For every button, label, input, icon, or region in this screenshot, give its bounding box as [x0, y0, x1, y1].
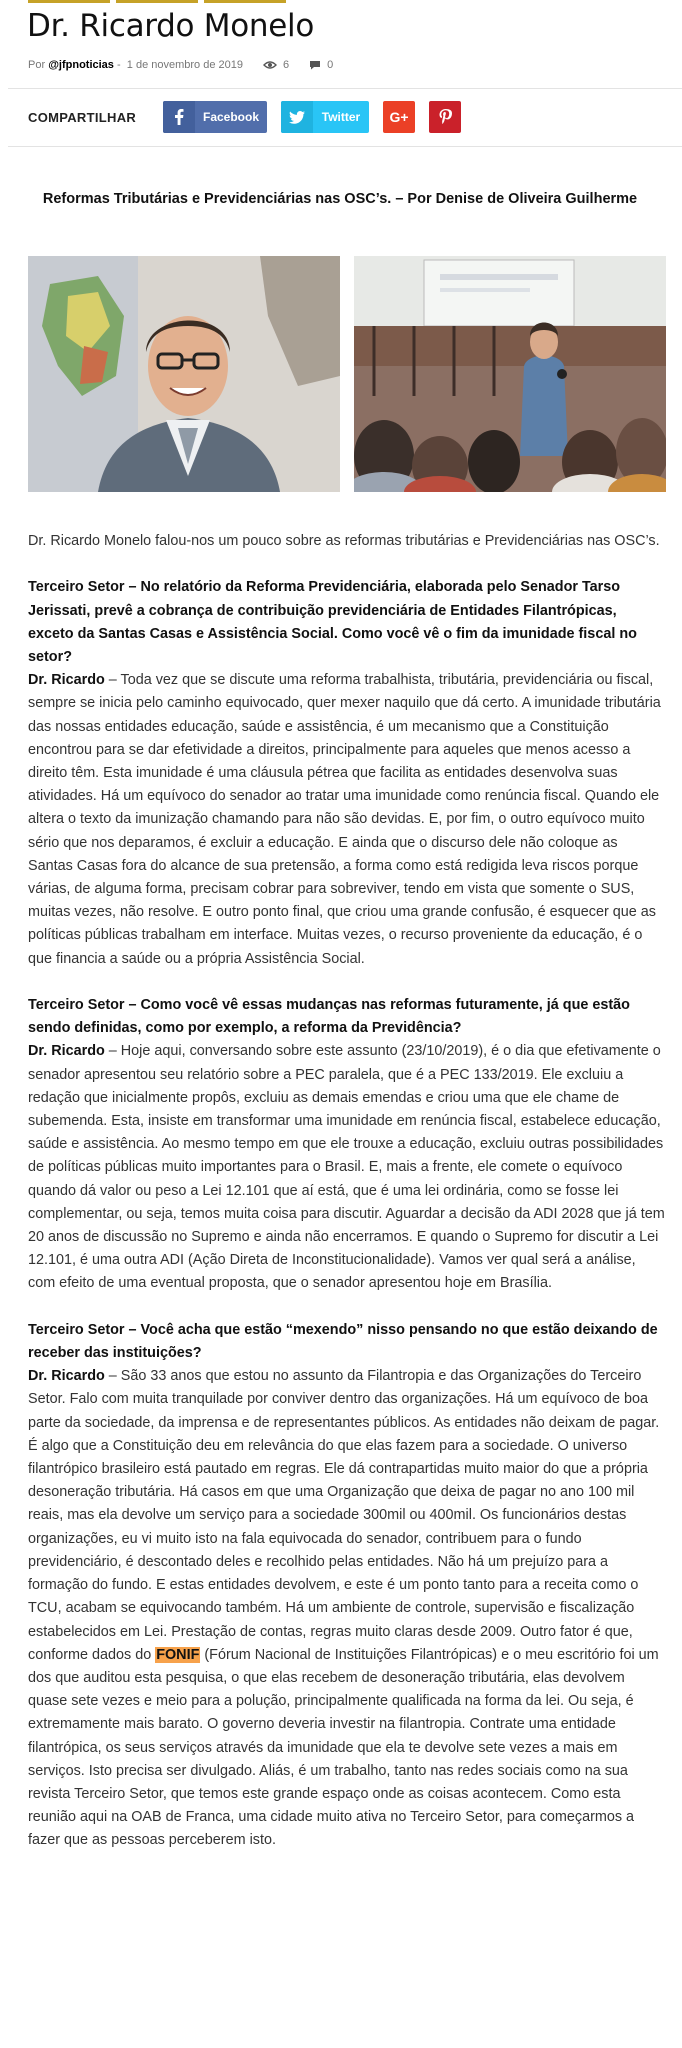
article-body: [28, 530, 666, 1876]
comment-count[interactable]: 0: [327, 59, 334, 71]
divider: [8, 88, 682, 89]
speaker-name: Dr. Ricardo: [28, 672, 105, 689]
meta-separator: -: [116, 59, 121, 71]
qa-block: [28, 1319, 666, 1853]
pinterest-icon: [439, 109, 452, 126]
answer: [28, 1040, 666, 1295]
category-tags: [28, 0, 286, 3]
facebook-share-button[interactable]: [163, 101, 267, 133]
post-date: 1 de novembro de 2019: [126, 59, 243, 71]
eye-icon: [263, 60, 277, 70]
post-title: Dr. Ricardo Monelo: [27, 8, 314, 44]
share-label: COMPARTILHAR: [28, 109, 137, 125]
answer-text: (Fórum Nacional de Instituições Filantrópicas) e o meu escritório foi um dos que auditou esta pesquisa, o que elas recebem de desoneração tributária, elas devolvem quase sete vezes e meio para a polução, principalmente qualificada na forma da lei. Ou seja, é extremamente mais barato. O governo deveria investir na filantropia. Contrate uma entidade filantrópica, os seus serviços através da imunidade que ela te devolve sete vezes a mais em serviços. Isto precisa ser divulgado. Aliás, é um trabalho, tanto nas redes sociais como na sua revista Terceiro Setor, que temos este grande espaço onde as coisas acontecem. Como esta reunião aqui na OAB de Franca, uma cidade muito ativa no Terceiro Setor, para começarmos a fazer que as pessoas perceberem isto.: [28, 1646, 659, 1849]
post-meta: [28, 59, 333, 71]
highlighted-term: FONIF: [156, 1646, 200, 1663]
speaker-name: Dr. Ricardo: [28, 1043, 105, 1060]
answer-text: – São 33 anos que estou no assunto da Filantropia e das Organizações do Terceiro Setor. Falo com muita tranquilade por conviver dentro das organizações. Há um equívoco de boa parte da sociedade, da imprensa e de representantes públicos. As entidades não deixam de pagar. É algo que a Constituição deu em relevância do que elas fazem para a sociedade. O universo filantrópico brasileiro está pautado em regras. Ele dá contrapartidas muito maior do que a própria desoneração tributária. Há casos em que uma Organização que deixa de pagar no ano 100 mil reais, mas ela devolve um serviço para a sociedade 300mil ou 400mil. Os funcionários destas organizações, eu vi muito isto na fala equivocada do senador, contribuem para o fundo previdenciário, é descontado deles e recolhido pelas entidades. Não há um prejuízo para a formação do fundo. E estas entidades devolvem, e este é um ponto tanto para a receita como o TCU, acabam se equivocando também. Há um ambiente de controle, supervisão e fiscalização estabelecidos em Lei. Prestação de contas, regras muito claras desde 2009. Outro fator é que, conforme dados do: [28, 1368, 660, 1663]
answer-text: – Toda vez que se discute uma reforma trabalhista, tributária, previdenciária ou fiscal, sempre se inicia pelo caminho equivocado, quer mexer naquilo que dá certo. A imunidade tributária das nossas entidades educação, saúde e assistência, é um mecanismo que a Constituição encontrou para se dar efetividade a direitos, principalmente para aqueles que menos acesso a direito têm. Esta imunidade é uma cláusula pétrea que facilita as entidades desenvolva suas atividades. Há um equívoco do senador ao tratar uma imunidade como renúncia fiscal. Quando ele altera o texto da imunização chamando para não são devidas. E, por fim, o outro equívoco muito sério que nos deparamos, é excluir a educação. E ainda que o discurso dele não coloque as Santas Casas fora do alcance de sua pretensão, a forma como está redigida leva riscos porque várias, de alguma forma, precisam cobrar para sobreviver, tendo em vista que somente o SUS, muitas vezes, não resolve. E outro ponto final, que criou uma grande confusão, é esquecer que as políticas públicas trabalham em interface. Muitas vezes, o recurso proveniente da educação, é o que financia a saúde ou a própria Assistência Social.: [28, 672, 661, 967]
article-intro: Dr. Ricardo Monelo falou-nos um pouco sobre as reformas tributárias e Previdenciárias nas OSC’s.: [28, 533, 660, 549]
pinterest-share-button[interactable]: [429, 101, 461, 133]
answer: [28, 1365, 666, 1852]
qa-block: [28, 576, 666, 970]
view-count: 6: [282, 59, 290, 71]
portrait-photo[interactable]: [28, 256, 340, 492]
twitter-icon: [281, 101, 313, 133]
twitter-share-label: Twitter: [321, 110, 361, 124]
author-link[interactable]: @jfpnoticias: [48, 59, 114, 71]
qa-block: [28, 994, 666, 1296]
question: Terceiro Setor – Você acha que estão “mexendo” nisso pensando no que estão deixando de receber das instituições?: [28, 1321, 658, 1362]
article-heading: Reformas Tributárias e Previdenciárias nas OSC’s. – Por Denise de Oliveira Guilherme: [42, 191, 638, 207]
facebook-share-label: Facebook: [202, 110, 259, 124]
googleplus-icon: G+: [389, 109, 409, 125]
question: Terceiro Setor – No relatório da Reforma Previdenciária, elaborada pelo Senador Tarso Jerissati, prevê a cobrança de contribuição previdenciária de Entidades Filantrópicas, exceto da Santas Casas e Assistência Social. Como você vê o fim da imunidade fiscal no setor?: [28, 579, 637, 665]
answer: [28, 669, 666, 971]
facebook-icon: [163, 101, 195, 133]
by-label: Por: [28, 59, 46, 71]
category-tag[interactable]: [116, 0, 198, 3]
category-tag[interactable]: [204, 0, 286, 3]
question: Terceiro Setor – Como você vê essas mudanças nas reformas futuramente, já que estão sendo definidas, como por exemplo, a reforma da Previdência?: [28, 997, 630, 1037]
category-tag[interactable]: [28, 0, 110, 3]
lecture-photo[interactable]: [354, 256, 666, 492]
speaker-name: Dr. Ricardo: [28, 1368, 105, 1385]
divider: [8, 146, 682, 147]
answer-text: – Hoje aqui, conversando sobre este assunto (23/10/2019), é o dia que efetivamente o senador apresentou seu relatório sobre a PEC paralela, que é a PEC 133/2019. Ele excluiu a redação que inicialmente propôs, excluiu as demais emendas e criou uma que ele chame de subemenda. Esta, insiste em transformar uma imunidade em renúncia fiscal, estabelece educação, saúde e assistência. Ao mesmo tempo em que ele trouxe a educação, excluiu outras possibilidades de políticas públicas muito importantes para o Brasil. E, mais a frente, ele comete o equívoco quando dá valor ou peso a Lei 12.101 que aí está, que é uma lei ordinária, como se fosse lei complementar, ou seja, temos muita coisa para discutir. Aguardar a decisão da ADI 2028 que já tem 20 anos de discussão no Supremo e ainda não encerramos. E quando o Supremo for discutir a Lei 12.101, é uma outra ADI (Ação Direta de Inconstitucionalidade). Vamos ver qual será a análise, com efeito de uma eventual proposta, que o senador apresentou hoje em Brasília.: [28, 1043, 665, 1292]
googleplus-share-button[interactable]: [383, 101, 415, 133]
twitter-share-button[interactable]: [281, 101, 369, 133]
comment-icon[interactable]: [309, 60, 321, 70]
share-bar: [28, 98, 475, 136]
